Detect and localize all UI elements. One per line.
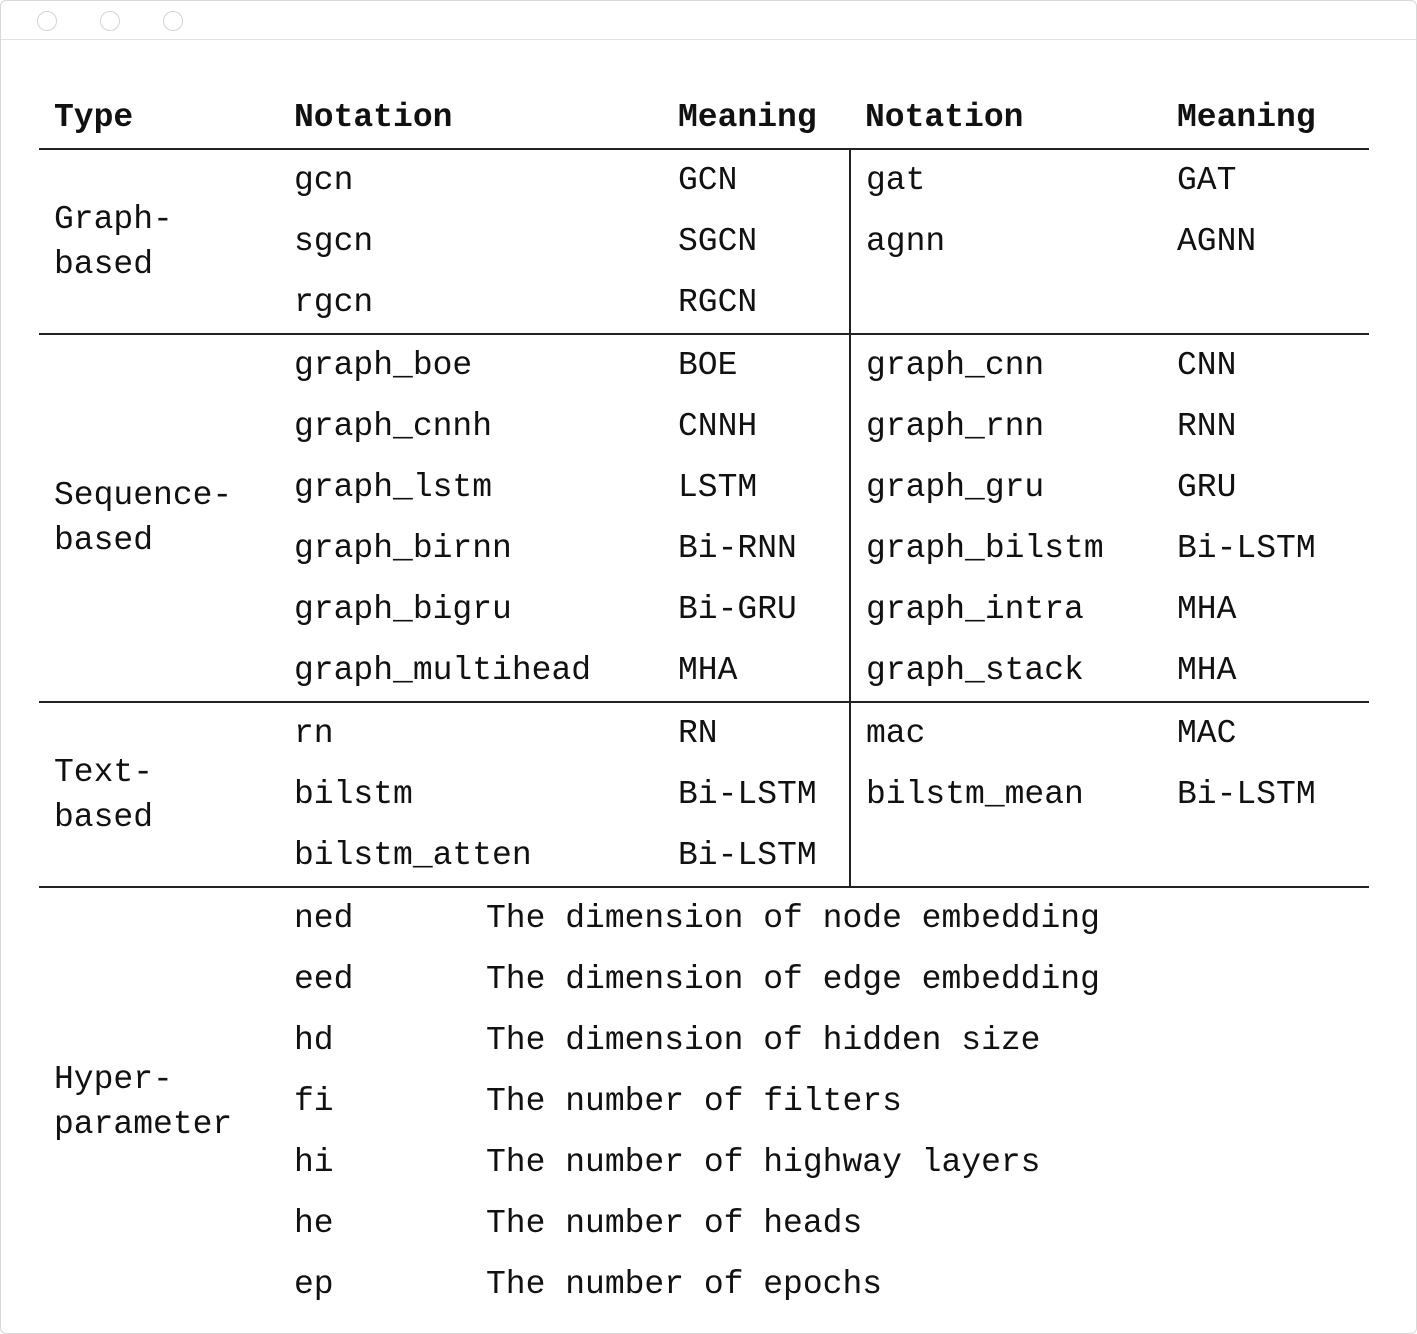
notation-cell: graph_bigru	[294, 591, 512, 628]
table-row	[39, 702, 1369, 764]
hyperparameter-description-cell	[486, 887, 1369, 949]
meaning-cell: RGCN	[678, 272, 850, 334]
minimize-window-icon[interactable]	[100, 11, 120, 31]
notation-cell: mac	[866, 715, 926, 752]
meaning-cell: SGCN	[678, 211, 850, 272]
type-cell: Sequence- based	[39, 334, 294, 702]
hyperparameter-notation-cell: he	[294, 1205, 334, 1242]
hyperparameter-description-cell	[486, 1193, 1369, 1254]
notation-cell: graph_rnn	[866, 408, 1045, 445]
header-meaning-2: Meaning	[1177, 84, 1369, 149]
meaning-cell: MAC	[1177, 715, 1237, 752]
hyperparameter-notation-cell: fi	[294, 1083, 334, 1120]
notation-cell: agnn	[866, 223, 946, 260]
hyperparameter-notation-cell: hd	[294, 1022, 334, 1059]
hyperparameter-notation-cell: ep	[294, 1266, 334, 1303]
header-notation-1: Notation	[294, 84, 678, 149]
meaning-cell: CNN	[1177, 347, 1237, 384]
notation-cell: sgcn	[294, 223, 374, 260]
hyperparameter-description: The dimension of edge embedding	[486, 961, 1100, 998]
notation-cell: gat	[866, 162, 926, 199]
notation-cell: graph_boe	[294, 347, 473, 384]
type-cell: Text- based	[39, 702, 294, 887]
notation-cell: bilstm_mean	[866, 776, 1084, 813]
header-type: Type	[39, 84, 294, 149]
meaning-cell: MHA	[1177, 640, 1369, 702]
meaning-cell: Bi-GRU	[678, 579, 850, 640]
notation-cell: rgcn	[294, 272, 678, 334]
notation-cell: graph_birnn	[294, 530, 512, 567]
meaning-cell: Bi-LSTM	[1177, 776, 1316, 813]
maximize-window-icon[interactable]	[163, 11, 183, 31]
notation-cell: graph_multihead	[294, 640, 678, 702]
meaning-cell	[1177, 825, 1369, 887]
meaning-cell: GAT	[1177, 162, 1237, 199]
meaning-cell: CNNH	[678, 396, 850, 457]
notation-cell: graph_bilstm	[866, 530, 1104, 567]
hyperparameter-description-cell	[486, 1254, 1369, 1315]
hyperparameter-description: The number of highway layers	[486, 1144, 1041, 1181]
meaning-cell	[1177, 272, 1369, 334]
notation-cell: graph_intra	[866, 591, 1084, 628]
notation-cell	[850, 825, 1177, 887]
title-bar	[1, 1, 1416, 40]
hyperparameter-notation-cell: ned	[294, 900, 354, 937]
meaning-cell: Bi-LSTM	[678, 764, 850, 825]
notation-cell: gcn	[294, 162, 354, 199]
notation-cell: graph_stack	[850, 640, 1177, 702]
hyperparameter-description: The dimension of node embedding	[486, 900, 1100, 937]
meaning-cell: RNN	[1177, 408, 1237, 445]
hyperparameter-description-cell	[486, 1071, 1369, 1132]
hyperparameter-description: The number of epochs	[486, 1266, 883, 1303]
hyperparameter-description: The dimension of hidden size	[486, 1022, 1041, 1059]
meaning-cell: Bi-LSTM	[1177, 530, 1316, 567]
table-row	[39, 149, 1369, 211]
hyperparameter-notation-cell: hi	[294, 1144, 334, 1181]
table-row	[39, 887, 1369, 949]
notation-cell: graph_lstm	[294, 469, 493, 506]
meaning-cell: MHA	[1177, 591, 1237, 628]
header-notation-2: Notation	[850, 84, 1177, 149]
meaning-cell: BOE	[678, 334, 850, 396]
meaning-cell: GCN	[678, 149, 850, 211]
hyperparameter-description: The number of heads	[486, 1205, 863, 1242]
table-row	[39, 334, 1369, 396]
notation-table	[39, 84, 1369, 1315]
meaning-cell: Bi-LSTM	[678, 825, 850, 887]
type-cell: Graph- based	[39, 149, 294, 334]
notation-cell: bilstm	[294, 776, 413, 813]
notation-cell: graph_cnnh	[294, 408, 493, 445]
header-meaning-1: Meaning	[678, 84, 850, 149]
hyperparameter-description-cell	[486, 1010, 1369, 1071]
hyperparameter-description-cell	[486, 1132, 1369, 1193]
hyperparameter-notation-cell: eed	[294, 961, 354, 998]
meaning-cell: AGNN	[1177, 223, 1257, 260]
hyperparameter-description-cell	[486, 949, 1369, 1010]
notation-cell: rn	[294, 715, 334, 752]
meaning-cell: LSTM	[678, 457, 850, 518]
close-window-icon[interactable]	[37, 11, 57, 31]
header-row	[39, 84, 1369, 149]
notation-cell: graph_cnn	[866, 347, 1045, 384]
type-cell: Hyper- parameter	[54, 1060, 233, 1143]
hyperparameter-description: The number of filters	[486, 1083, 902, 1120]
meaning-cell: GRU	[1177, 469, 1237, 506]
notation-cell: bilstm_atten	[294, 825, 678, 887]
table-body	[39, 149, 1369, 1315]
meaning-cell: RN	[678, 702, 850, 764]
notation-cell	[850, 272, 1177, 334]
notation-cell: graph_gru	[866, 469, 1045, 506]
meaning-cell: Bi-RNN	[678, 518, 850, 579]
meaning-cell: MHA	[678, 640, 850, 702]
